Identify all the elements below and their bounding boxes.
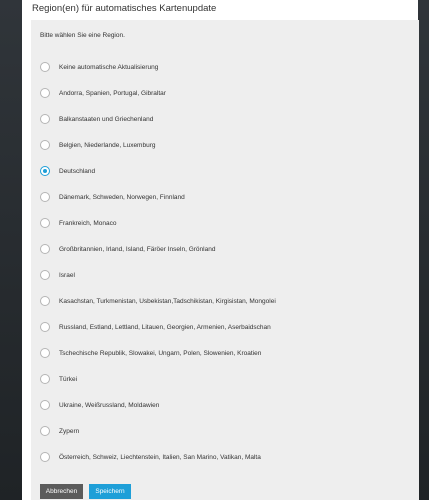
radio-unselected-icon[interactable] (40, 270, 50, 280)
region-option-label: Österreich, Schweiz, Liechtenstein, Italien, San Marino, Vatikan, Malta (59, 453, 261, 461)
instruction-text: Bitte wählen Sie eine Region. (40, 32, 125, 39)
region-option[interactable] (40, 262, 410, 288)
radio-unselected-icon[interactable] (40, 114, 50, 124)
radio-unselected-icon[interactable] (40, 452, 50, 462)
region-option[interactable] (40, 418, 410, 444)
region-option-label: Dänemark, Schweden, Norwegen, Finnland (59, 193, 185, 201)
region-option-label: Russland, Estland, Lettland, Litauen, Georgien, Armenien, Aserbaidschan (59, 323, 271, 331)
radio-unselected-icon[interactable] (40, 88, 50, 98)
radio-unselected-icon[interactable] (40, 218, 50, 228)
dialog-title: Region(en) für automatisches Kartenupdate (32, 3, 217, 14)
region-option-label: Andorra, Spanien, Portugal, Gibraltar (59, 89, 166, 97)
region-option[interactable] (40, 314, 410, 340)
region-option-label: Kasachstan, Turkmenistan, Usbekistan,Tadschikistan, Kirgisistan, Mongolei (59, 297, 276, 305)
radio-unselected-icon[interactable] (40, 374, 50, 384)
region-option-label: Großbritannien, Irland, Island, Färöer Inseln, Grönland (59, 245, 216, 253)
radio-selected-icon[interactable] (40, 166, 50, 176)
region-option-label: Balkanstaaten und Griechenland (59, 115, 154, 123)
radio-unselected-icon[interactable] (40, 140, 50, 150)
region-option[interactable] (40, 106, 410, 132)
region-option-label: Belgien, Niederlande, Luxemburg (59, 141, 156, 149)
region-option-label: Keine automatische Aktualisierung (59, 63, 159, 71)
radio-unselected-icon[interactable] (40, 62, 50, 72)
region-option-label: Frankreich, Monaco (59, 219, 117, 227)
region-option[interactable] (40, 54, 410, 80)
region-option[interactable] (40, 158, 410, 184)
region-option-label: Deutschland (59, 167, 96, 175)
region-option-label: Israel (59, 271, 75, 279)
region-option-label: Ukraine, Weißrussland, Moldawien (59, 401, 160, 409)
region-option[interactable] (40, 184, 410, 210)
radio-unselected-icon[interactable] (40, 426, 50, 436)
region-option[interactable] (40, 288, 410, 314)
region-option[interactable] (40, 392, 410, 418)
radio-unselected-icon[interactable] (40, 244, 50, 254)
region-option-label: Türkei (59, 375, 78, 383)
region-dialog (22, 0, 418, 500)
region-option-label: Tschechische Republik, Slowakei, Ungarn, Polen, Slowenien, Kroatien (59, 349, 262, 357)
radio-unselected-icon[interactable] (40, 348, 50, 358)
radio-unselected-icon[interactable] (40, 400, 50, 410)
radio-unselected-icon[interactable] (40, 296, 50, 306)
save-button[interactable]: Speichern (89, 484, 131, 499)
radio-unselected-icon[interactable] (40, 322, 50, 332)
region-option[interactable] (40, 366, 410, 392)
cancel-button[interactable]: Abbrechen (40, 484, 83, 499)
radio-unselected-icon[interactable] (40, 192, 50, 202)
region-panel (31, 20, 419, 500)
region-option[interactable] (40, 340, 410, 366)
region-option-list (40, 54, 410, 470)
region-option[interactable] (40, 444, 410, 470)
region-option[interactable] (40, 236, 410, 262)
region-option[interactable] (40, 210, 410, 236)
region-option[interactable] (40, 80, 410, 106)
region-option-label: Zypern (59, 427, 80, 435)
region-option[interactable] (40, 132, 410, 158)
